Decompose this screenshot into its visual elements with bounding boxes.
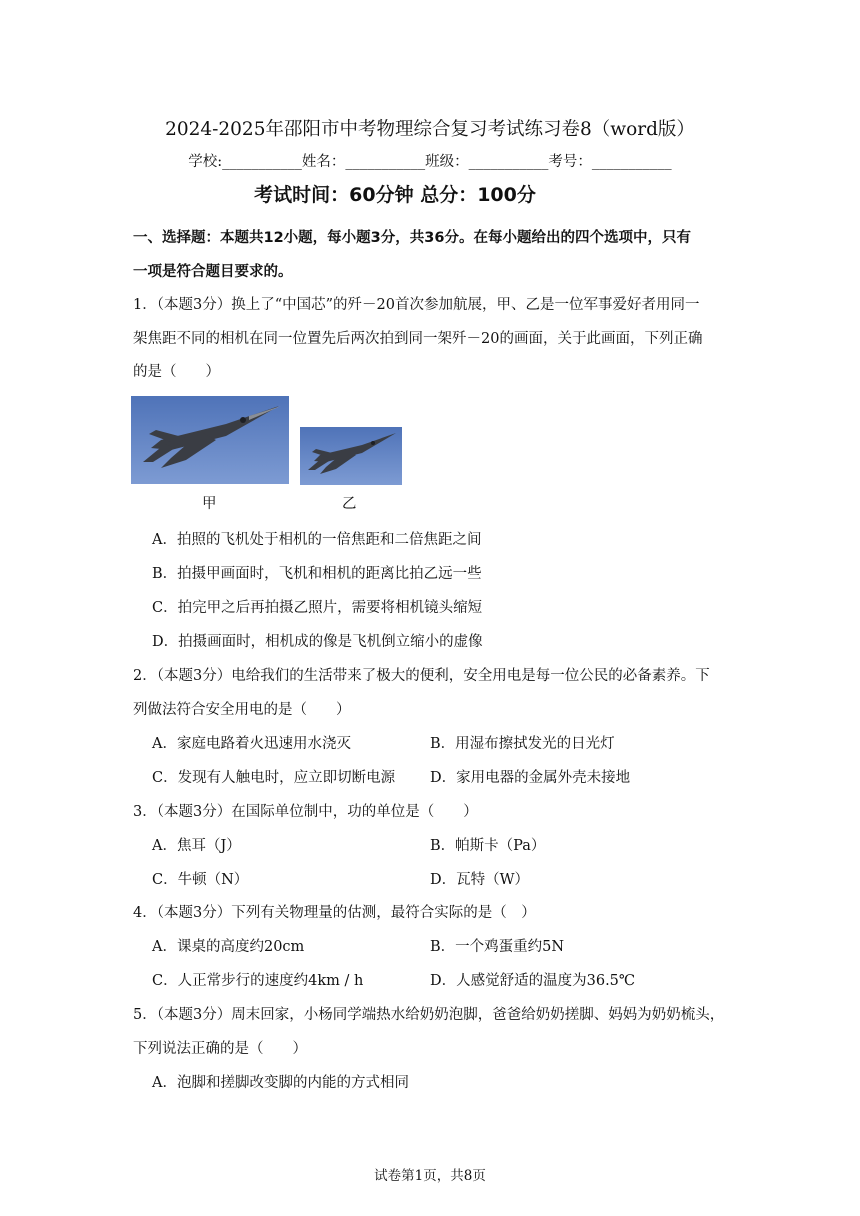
q1-stem-line3: 的是（ ） — [133, 364, 220, 380]
q1-stem-line2: 架焦距不同的相机在同一位置先后两次拍到同一架歼－20的画面，关于此画面，下列正确 — [133, 331, 703, 347]
q3-option-d[interactable]: D．瓦特（W） — [430, 872, 530, 888]
q2-option-c[interactable]: C．发现有人触电时，应立即切断电源 — [152, 770, 396, 786]
q1-option-d[interactable]: D．拍摄画面时，相机成的像是飞机倒立缩小的虚像 — [152, 634, 483, 650]
q2-option-b[interactable]: B．用湿布擦拭发光的日光灯 — [430, 736, 615, 752]
q4-option-b[interactable]: B．一个鸡蛋重约5N — [430, 939, 565, 955]
q2-stem-line1: 2．（本题3分）电给我们的生活带来了极大的便利，安全用电是每一位公民的必备素养。下 — [133, 668, 710, 684]
student-info-line: 学校:___________姓名：___________班级：___________考号：___________ — [188, 154, 672, 170]
q3-option-a[interactable]: A．焦耳（J） — [152, 838, 241, 854]
q4-stem: 4．（本题3分）下列有关物理量的估测，最符合实际的是（ ） — [133, 905, 536, 921]
q1-option-b[interactable]: B．拍摄甲画面时，飞机和相机的距离比拍乙远一些 — [152, 566, 482, 582]
q1-stem-line1: 1．（本题3分）换上了“中国芯”的歼－20首次参加航展，甲、乙是一位军事爱好者用同一 — [133, 297, 700, 313]
jet-photo-b — [300, 427, 402, 485]
page-footer: 试卷第1页，共8页 — [374, 1168, 486, 1184]
q2-stem-line2: 列做法符合安全用电的是（ ） — [133, 702, 351, 718]
q3-option-b[interactable]: B．帕斯卡（Pa） — [430, 838, 546, 854]
photo-a-label: 甲 — [202, 496, 217, 512]
q4-option-c[interactable]: C．人正常步行的速度约4km / h — [152, 973, 364, 989]
section-heading: 一、选择题：本题共12小题，每小题3分，共36分。在每小题给出的四个选项中，只有 — [133, 230, 691, 246]
q4-option-d[interactable]: D．人感觉舒适的温度为36.5℃ — [430, 973, 636, 989]
section-heading-cont: 一项是符合题目要求的。 — [133, 264, 293, 280]
q5-option-a[interactable]: A．泡脚和搓脚改变脚的内能的方式相同 — [152, 1075, 409, 1091]
q4-option-a[interactable]: A．课桌的高度约20cm — [152, 939, 305, 955]
jet-photo-a — [131, 396, 289, 484]
photo-b-label: 乙 — [342, 496, 357, 512]
q3-option-c[interactable]: C．牛顿（N） — [152, 872, 249, 888]
q2-option-d[interactable]: D．家用电器的金属外壳未接地 — [430, 770, 631, 786]
q1-option-c[interactable]: C．拍完甲之后再拍摄乙照片，需要将相机镜头缩短 — [152, 600, 483, 616]
q2-option-a[interactable]: A．家庭电路着火迅速用水浇灭 — [152, 736, 351, 752]
q5-stem-line2: 下列说法正确的是（ ） — [133, 1041, 307, 1057]
q5-stem-line1: 5．（本题3分）周末回家，小杨同学端热水给奶奶泡脚，爸爸给奶奶搓脚、妈妈为奶奶梳头， — [133, 1007, 725, 1023]
q1-option-a[interactable]: A．拍照的飞机处于相机的一倍焦距和二倍焦距之间 — [152, 532, 482, 548]
exam-time-line: 考试时间：60分钟 总分：100分 — [254, 184, 536, 206]
document-title: 2024-2025年邵阳市中考物理综合复习考试练习卷8（word版） — [165, 119, 695, 140]
q3-stem: 3．（本题3分）在国际单位制中，功的单位是（ ） — [133, 804, 478, 820]
